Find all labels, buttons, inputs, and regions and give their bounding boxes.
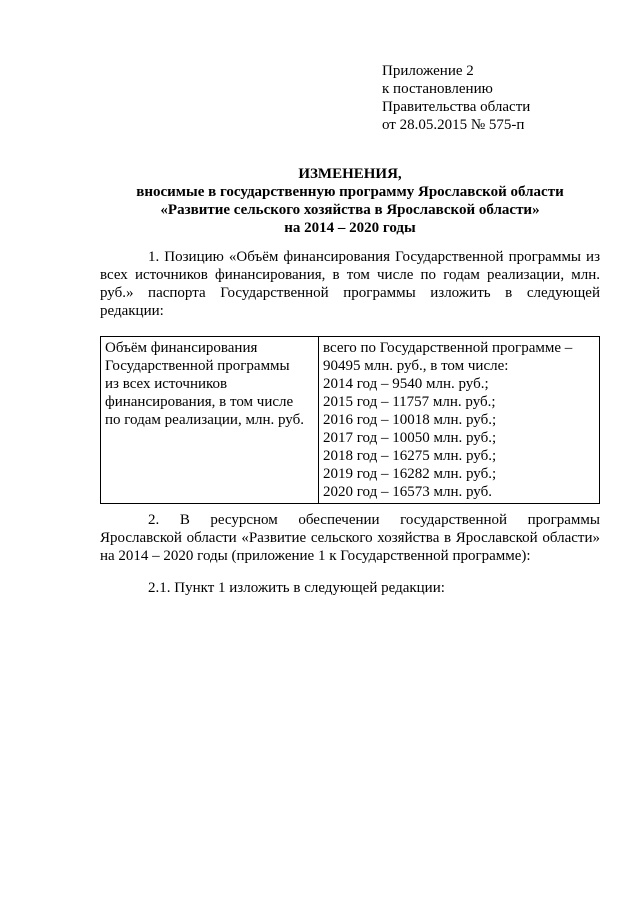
appendix-line: Приложение 2 [382, 63, 474, 79]
table-row [101, 337, 600, 504]
paragraph-2: 2. В ресурсном обеспечении государственной программы Ярославской области «Развитие сельского хозяйства в Ярославской области» на 2014 – 2020 годы (приложение 1 к Государственной программе): [100, 512, 600, 564]
cell-line: 2020 год – 16573 млн. руб. [323, 484, 492, 500]
cell-line: по годам реализации, млн. руб. [105, 412, 304, 428]
cell-line: 2014 год – 9540 млн. руб.; [323, 376, 489, 392]
title-line: «Развитие сельского хозяйства в Ярославской области» [160, 202, 540, 218]
cell-line: Государственной программы [105, 358, 290, 374]
financing-label-cell [101, 337, 319, 504]
cell-line: 90495 млн. руб., в том числе: [323, 358, 509, 374]
appendix-line: Правительства области [382, 99, 531, 115]
cell-line: Объём финансирования [105, 340, 258, 356]
appendix-line: от 28.05.2015 № 575-п [382, 117, 525, 133]
appendix-line: к постановлению [382, 81, 493, 97]
cell-line: 2018 год – 16275 млн. руб.; [323, 448, 497, 464]
cell-line: всего по Государственной программе – [323, 340, 573, 356]
financing-values-cell [319, 337, 600, 504]
cell-line: финансирования, в том числе [105, 394, 294, 410]
cell-line: 2015 год – 11757 млн. руб.; [323, 394, 496, 410]
financing-table [100, 336, 600, 504]
paragraph-1: 1. Позицию «Объём финансирования Государственной программы из всех источников финансирования, в том числе по годам реализации, млн. руб.» паспорта Государственной программы изложить в следующей редакции: [100, 249, 600, 319]
title-line: вносимые в государственную программу Ярославской области [136, 184, 564, 200]
cell-line: 2019 год – 16282 млн. руб.; [323, 466, 497, 482]
paragraph-3: 2.1. Пункт 1 изложить в следующей редакции: [148, 580, 445, 596]
title-heading: ИЗМЕНЕНИЯ, [298, 166, 402, 182]
appendix-note [382, 62, 622, 134]
document-title [100, 165, 600, 237]
title-line: на 2014 – 2020 годы [284, 220, 416, 236]
cell-line: 2017 год – 10050 млн. руб.; [323, 430, 497, 446]
cell-line: 2016 год – 10018 млн. руб.; [323, 412, 497, 428]
cell-line: из всех источников [105, 376, 228, 392]
